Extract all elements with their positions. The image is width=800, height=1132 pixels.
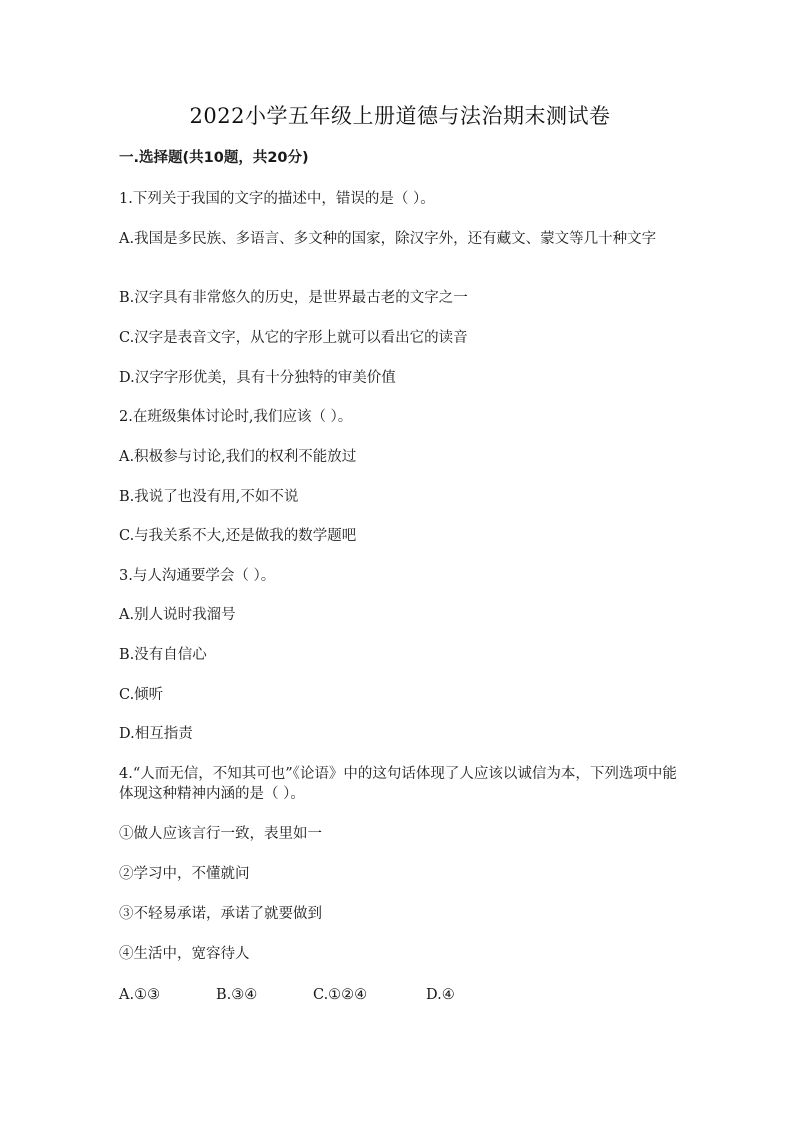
- question-2-option-b: B.我说了也没有用,不如不说: [119, 489, 299, 505]
- question-4-choices: [119, 985, 699, 1005]
- question-2-option-a: A.积极参与讨论,我们的权利不能放过: [119, 449, 357, 465]
- question-4-stem: 4.“人而无信，不知其可也”《论语》中的这句话体现了人应该以诚信为本，下列选项中能体现这种精神内涵的是（ ）。: [119, 766, 677, 802]
- question-4-statement-2: ②学习中，不懂就问: [119, 866, 250, 882]
- question-1-option-a: A.我国是多民族、多语言、多文种的国家，除汉字外，还有藏文、蒙文等几十种文字: [119, 231, 657, 247]
- question-4-statement-3: ③不轻易承诺，承诺了就要做到: [119, 906, 322, 922]
- question-4-statement-1: ①做人应该言行一致，表里如一: [119, 826, 322, 842]
- question-3-stem: 3.与人沟通要学会（ ）。: [119, 568, 276, 584]
- question-2-stem: 2.在班级集体讨论时,我们应该（ ）。: [119, 409, 353, 425]
- page-title: 2022小学五年级上册道德与法治期末测试卷: [189, 104, 611, 128]
- question-4-choice-d: D.④: [426, 987, 455, 1003]
- section-heading: 一.选择题(共10题，共20分): [119, 150, 309, 166]
- question-4-choice-b: B.③④: [216, 987, 258, 1003]
- question-4-choice-c: C.①②④: [313, 987, 368, 1003]
- question-3-option-b: B.没有自信心: [119, 647, 207, 663]
- question-1-option-b: B.汉字具有非常悠久的历史，是世界最古老的文字之一: [119, 290, 468, 306]
- question-1-option-c: C.汉字是表音文字，从它的字形上就可以看出它的读音: [119, 330, 468, 346]
- question-2-option-c: C.与我关系不大,还是做我的数学题吧: [119, 528, 357, 544]
- question-3-option-a: A.别人说时我溜号: [119, 607, 236, 623]
- question-4-statement-4: ④生活中，宽容待人: [119, 946, 250, 962]
- question-1-stem: 1.下列关于我国的文字的描述中，错误的是（ ）。: [119, 191, 435, 207]
- question-3-option-c: C.倾听: [119, 687, 164, 703]
- question-3-option-d: D.相互指责: [119, 726, 193, 742]
- question-4-choice-a: A.①③: [119, 987, 161, 1003]
- question-1-option-d: D.汉字字形优美，具有十分独特的审美价值: [119, 370, 396, 386]
